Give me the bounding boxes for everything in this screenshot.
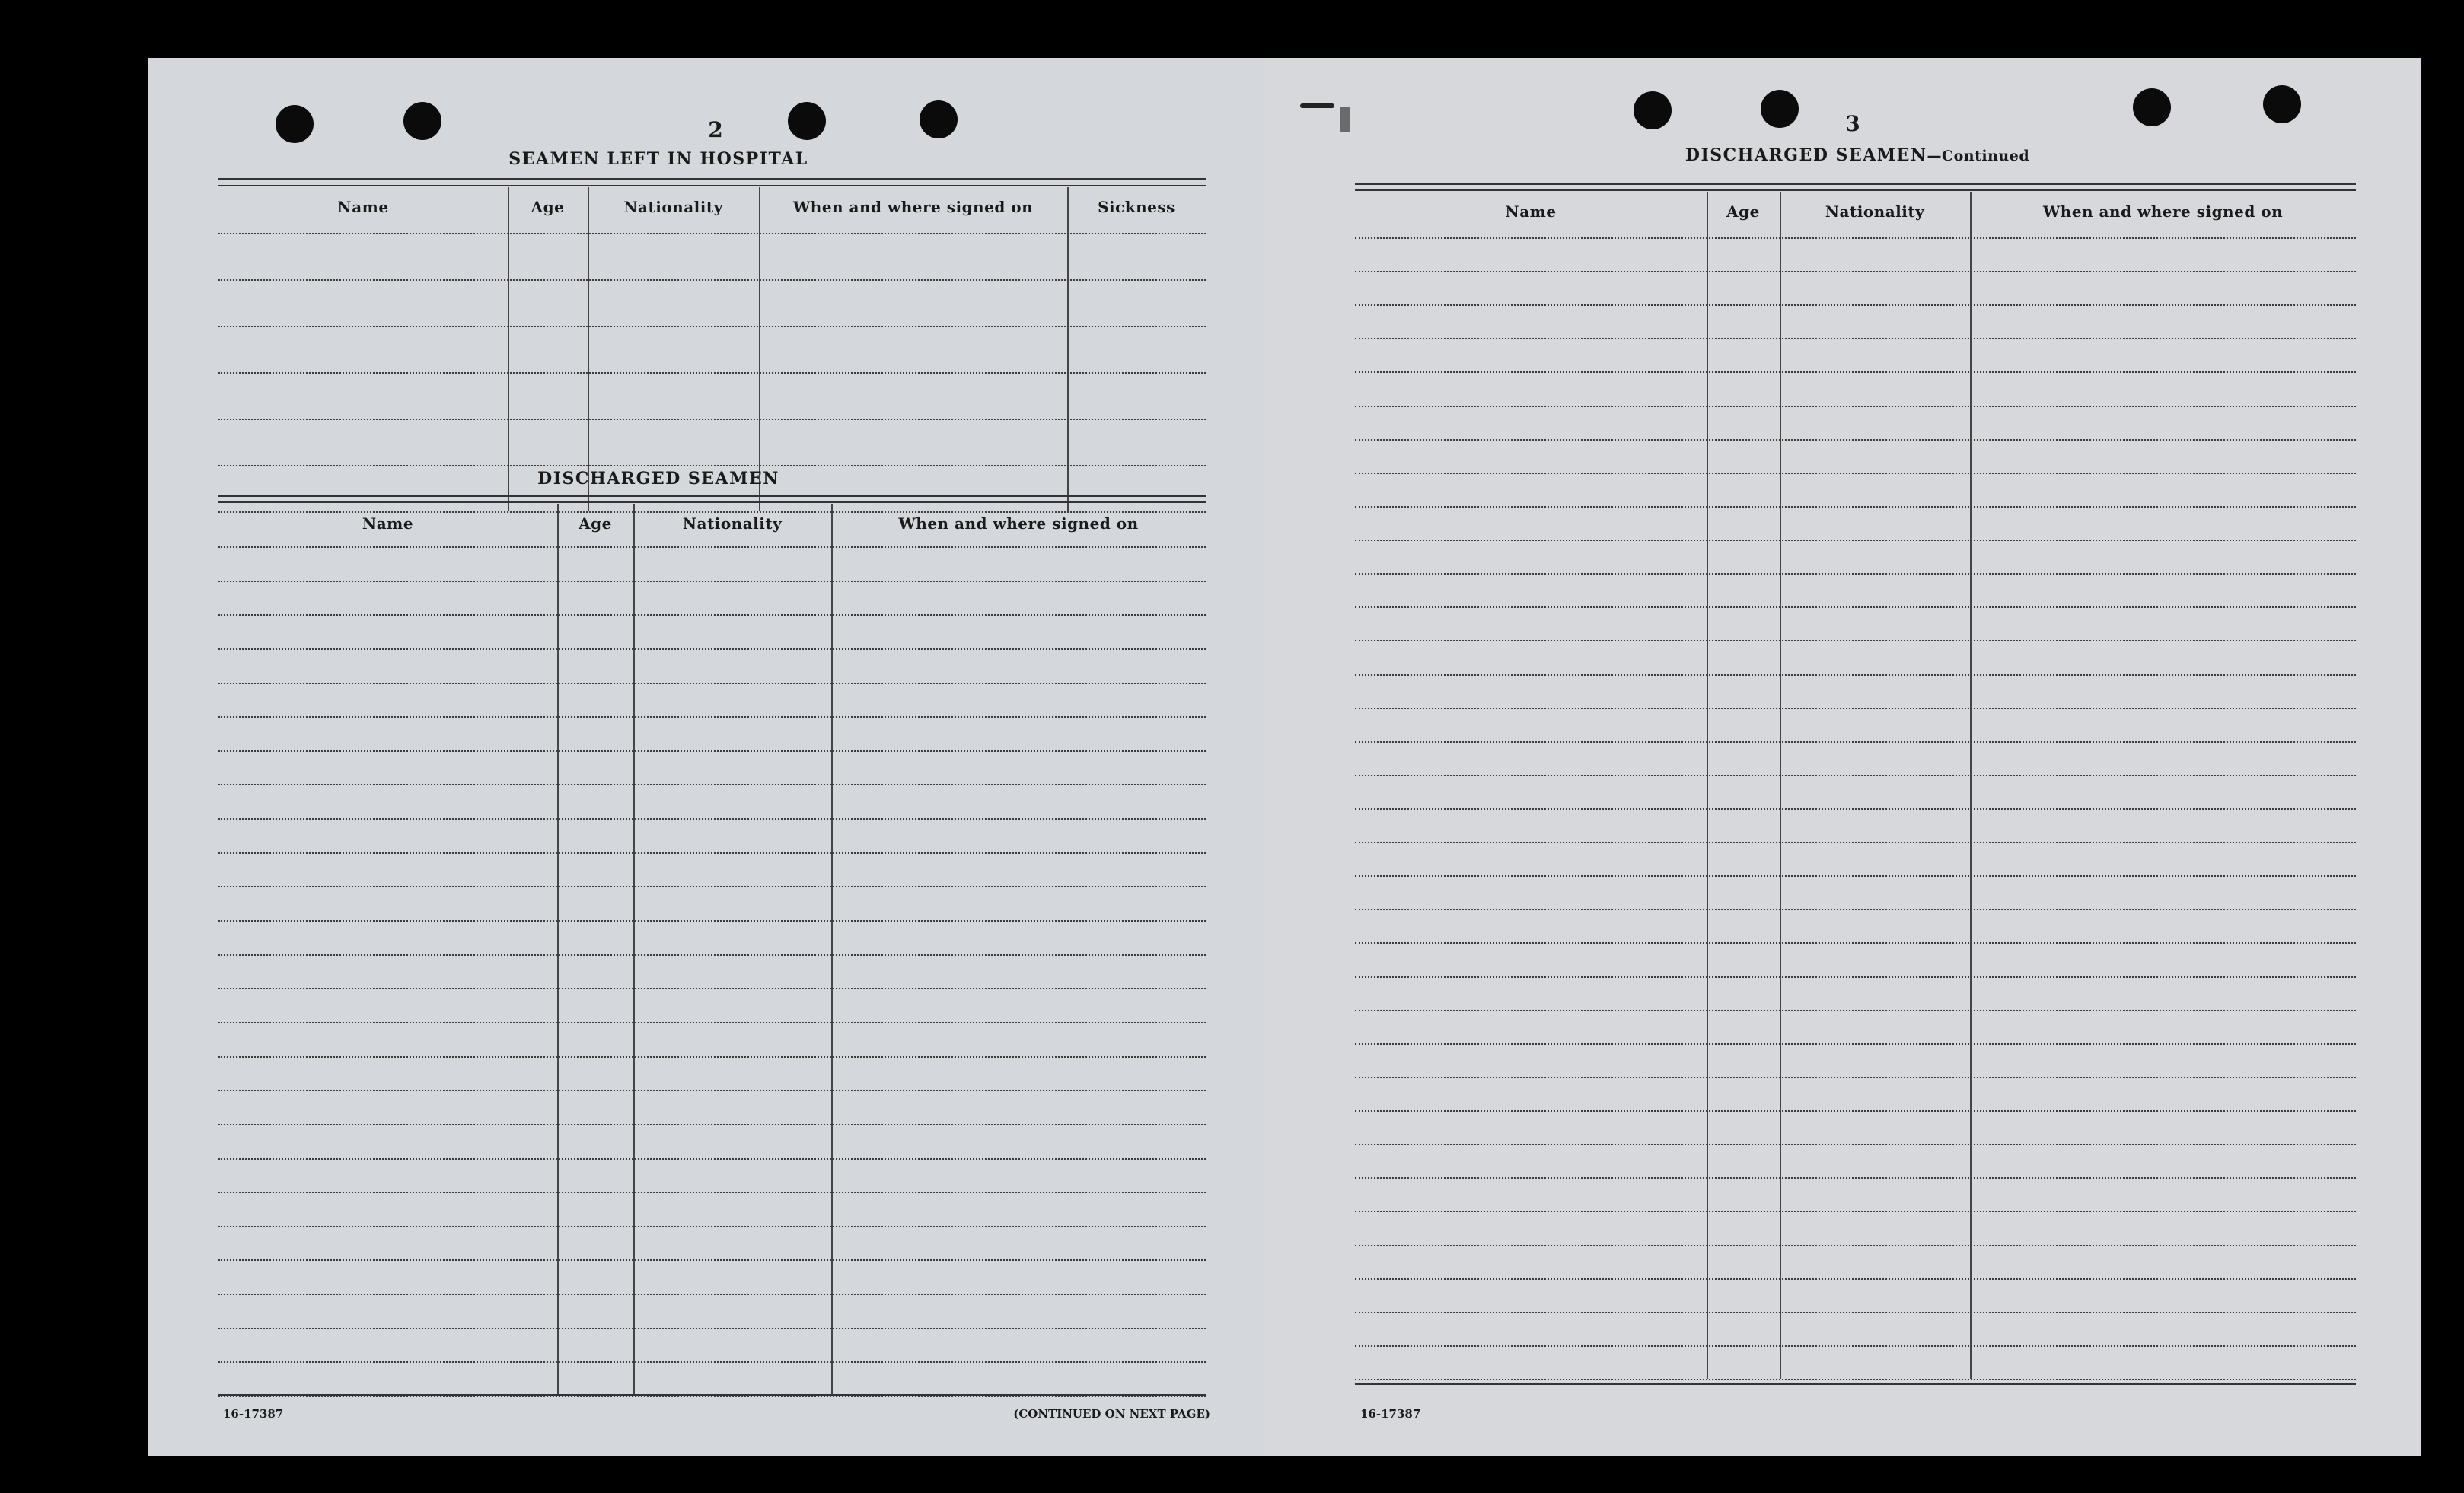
form-row-line: [1355, 775, 2356, 776]
column-header-name: Name: [337, 198, 389, 216]
punch-hole: [920, 100, 958, 138]
form-row-line: [1355, 708, 2356, 709]
form-row-line: [218, 614, 1206, 616]
form-row-line: [218, 1090, 1206, 1091]
ink-mark: [1300, 103, 1334, 108]
form-row-line: [1355, 473, 2356, 474]
continued-note: (CONTINUED ON NEXT PAGE): [1013, 1407, 1210, 1421]
column-divider: [508, 187, 509, 511]
title-main: DISCHARGED SEAMEN: [1685, 145, 1927, 165]
column-header-nationality: Nationality: [623, 198, 723, 216]
column-header-sickness: Sickness: [1098, 198, 1175, 216]
form-row-line: [218, 852, 1206, 854]
form-row-line: [218, 233, 1206, 234]
form-number: 16-17387: [1360, 1407, 1421, 1421]
column-divider: [1067, 187, 1069, 511]
column-header-signed-on: When and where signed on: [898, 514, 1139, 533]
form-row-line: [218, 954, 1206, 956]
form-row-line: [1355, 304, 2356, 306]
column-header-name: Name: [1505, 202, 1557, 221]
form-row-line: [218, 1226, 1206, 1227]
page-number: 3: [1845, 111, 1860, 136]
hospital-table: [218, 187, 1206, 511]
right-page: [1264, 58, 2421, 1456]
punch-hole: [788, 102, 826, 140]
discharged-table-right: [1355, 192, 2356, 1379]
divider: [1355, 183, 2356, 185]
form-row-line: [218, 886, 1206, 887]
form-row-line: [1355, 1278, 2356, 1280]
form-row-line: [218, 581, 1206, 582]
punch-hole: [1634, 91, 1672, 129]
form-row-line: [1355, 506, 2356, 508]
form-row-line: [1355, 808, 2356, 810]
form-row-line: [218, 1056, 1206, 1058]
form-row-line: [218, 648, 1206, 650]
column-header-nationality: Nationality: [682, 514, 783, 533]
column-header-nationality: Nationality: [1825, 202, 1925, 221]
form-row-line: [1355, 406, 2356, 407]
form-row-line: [1355, 338, 2356, 339]
form-row-line: [218, 818, 1206, 820]
form-row-line: [218, 716, 1206, 718]
form-row-line: [1355, 674, 2356, 676]
form-row-line: [218, 1294, 1206, 1295]
form-row-line: [1355, 1110, 2356, 1112]
form-row-line: [1355, 606, 2356, 608]
punch-hole: [2133, 88, 2171, 126]
form-row-line: [1355, 741, 2356, 743]
punch-hole: [276, 105, 314, 143]
form-row-line: [1355, 875, 2356, 877]
form-row-line: [1355, 1043, 2356, 1045]
ink-mark: [1340, 107, 1350, 132]
form-row-line: [1355, 573, 2356, 575]
column-divider: [831, 504, 833, 1396]
form-row-line: [218, 1328, 1206, 1329]
page-number: 2: [708, 117, 723, 142]
column-header-age: Age: [531, 198, 565, 216]
punch-hole: [1761, 90, 1799, 128]
form-row-line: [218, 465, 1206, 466]
form-row-line: [218, 784, 1206, 785]
form-row-line: [218, 1361, 1206, 1363]
form-row-line: [1355, 540, 2356, 541]
form-row-line: [1355, 1177, 2356, 1179]
form-row-line: [218, 683, 1206, 684]
hospital-section-title: SEAMEN LEFT IN HOSPITAL: [508, 149, 808, 169]
column-divider: [1970, 192, 1972, 1379]
form-row-line: [1355, 271, 2356, 272]
divider: [218, 178, 1206, 180]
form-row-line: [1355, 371, 2356, 373]
form-row-line: [1355, 909, 2356, 910]
discharged-continued-title: [1659, 145, 2055, 165]
title-suffix: —Continued: [1927, 148, 2030, 164]
discharged-section-title: DISCHARGED SEAMEN: [537, 469, 779, 489]
form-row-line: [1355, 1379, 2356, 1380]
column-divider: [759, 187, 760, 511]
column-divider: [633, 504, 635, 1396]
column-divider: [1707, 192, 1708, 1379]
divider: [218, 185, 1206, 186]
form-row-line: [218, 546, 1206, 548]
column-header-age: Age: [1726, 202, 1760, 221]
form-row-line: [218, 1124, 1206, 1125]
form-row-line: [1355, 942, 2356, 944]
column-header-age: Age: [579, 514, 612, 533]
form-row-line: [218, 279, 1206, 281]
form-row-line: [1355, 1077, 2356, 1078]
form-number: 16-17387: [223, 1407, 284, 1421]
form-row-line: [1355, 1010, 2356, 1011]
form-row-line: [218, 1158, 1206, 1160]
form-row-line: [218, 1192, 1206, 1193]
divider: [218, 1394, 1206, 1396]
column-divider: [1780, 192, 1781, 1379]
form-row-line: [218, 920, 1206, 922]
form-row-line: [218, 988, 1206, 989]
form-row-line: [1355, 1312, 2356, 1313]
punch-hole: [403, 102, 441, 140]
divider: [218, 495, 1206, 497]
discharged-table-left: [218, 504, 1206, 1396]
form-row-line: [218, 419, 1206, 420]
column-divider: [557, 504, 559, 1396]
column-header-name: Name: [362, 514, 414, 533]
divider: [218, 501, 1206, 503]
divider: [1355, 1383, 2356, 1385]
form-row-line: [218, 372, 1206, 374]
form-row-line: [1355, 640, 2356, 641]
form-row-line: [1355, 1345, 2356, 1347]
left-page: [148, 58, 1275, 1456]
form-row-line: [218, 1259, 1206, 1261]
divider: [1355, 189, 2356, 191]
column-divider: [588, 187, 589, 511]
form-row-line: [1355, 1245, 2356, 1246]
form-row-line: [1355, 1211, 2356, 1212]
form-row-line: [1355, 1144, 2356, 1145]
form-row-line: [1355, 439, 2356, 441]
form-row-line: [1355, 842, 2356, 843]
form-row-line: [218, 1022, 1206, 1023]
form-row-line: [218, 326, 1206, 327]
form-row-line: [1355, 976, 2356, 978]
column-header-signed-on: When and where signed on: [792, 198, 1034, 216]
punch-hole: [2263, 85, 2301, 123]
form-row-line: [218, 750, 1206, 752]
form-row-line: [1355, 237, 2356, 239]
column-header-signed-on: When and where signed on: [2042, 202, 2284, 221]
